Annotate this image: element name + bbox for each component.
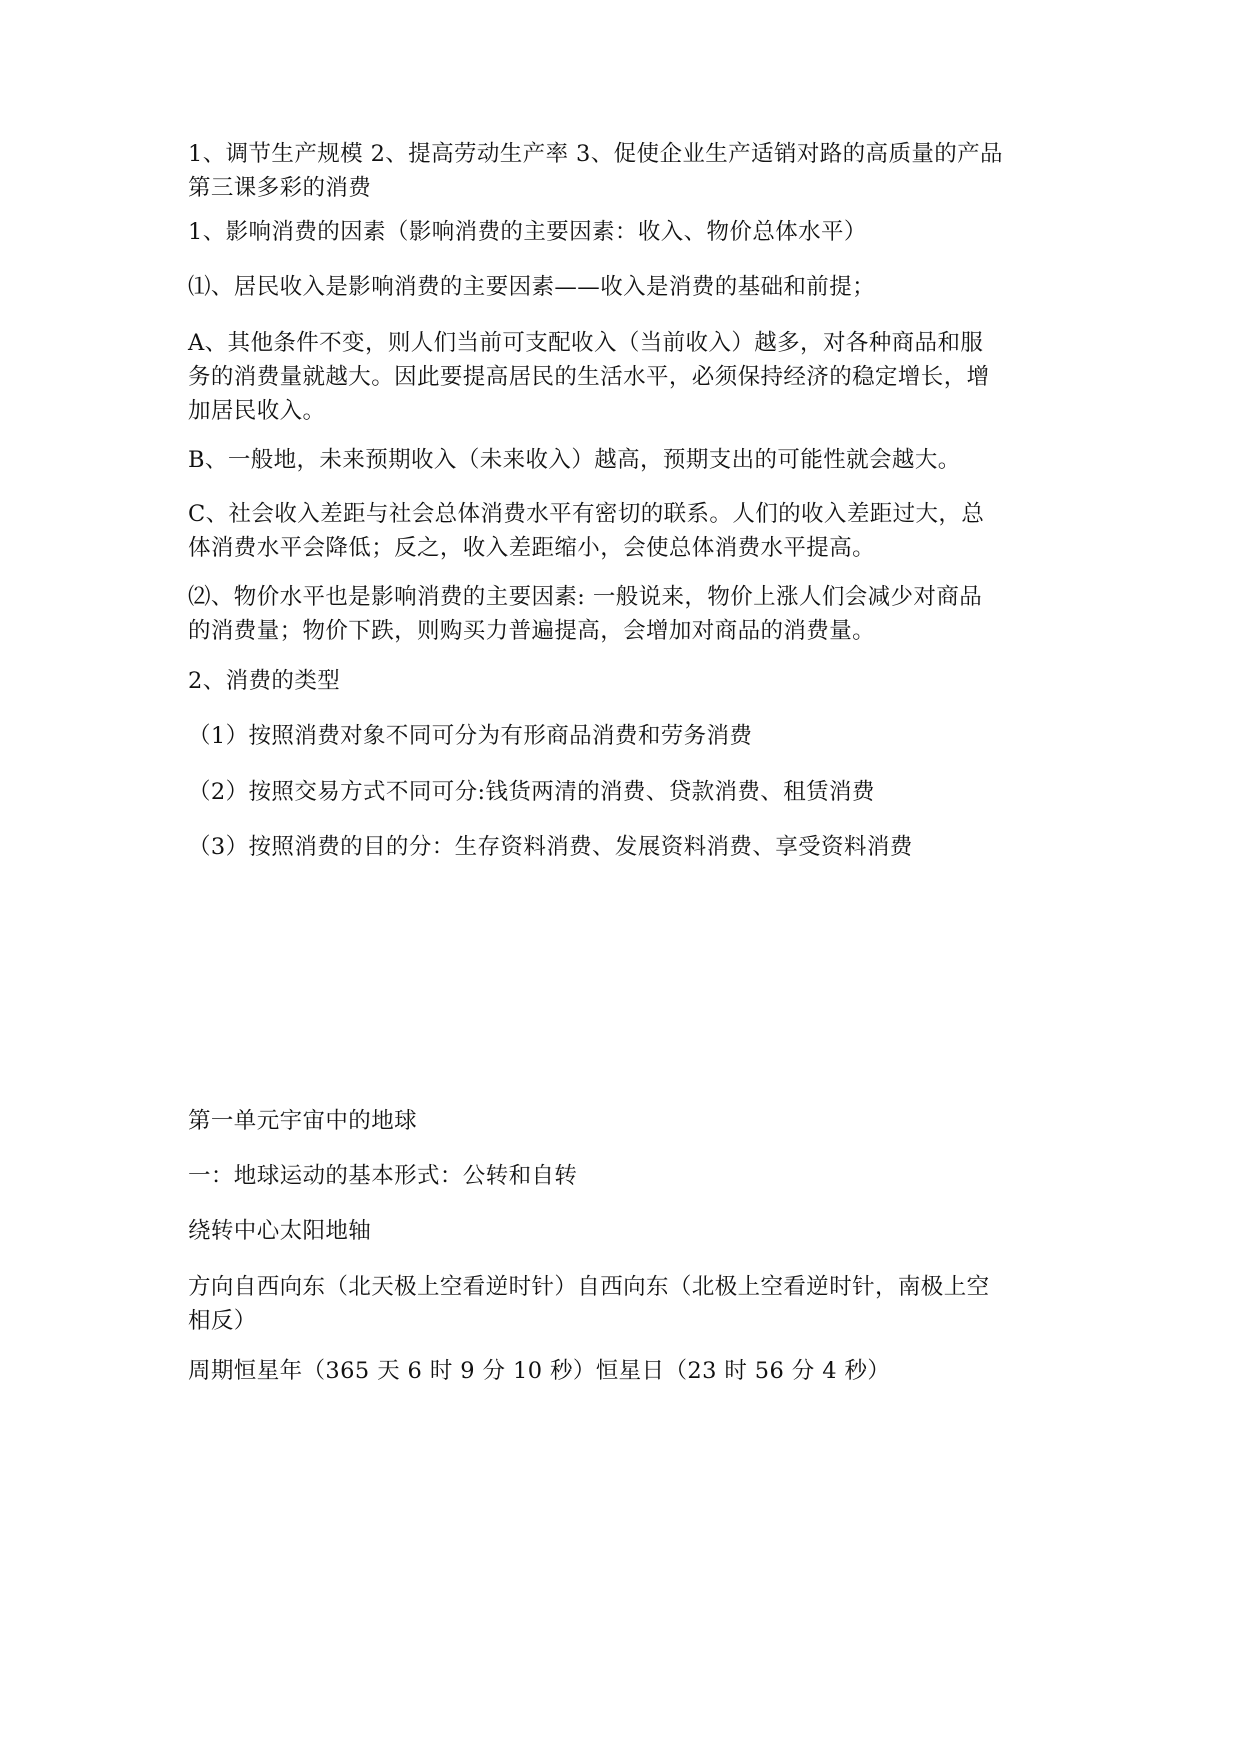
influence-heading bbox=[188, 215, 1068, 249]
type-1-text: （1）按照消费对象不同可分为有形商品消费和劳务消费 bbox=[188, 723, 753, 749]
direction-paragraph bbox=[188, 1270, 1068, 1338]
point-a-line-2: 务的消费量就越大。因此要提高居民的生活水平，必须保持经济的稳定增长，增 bbox=[188, 364, 990, 390]
price-point-line-2: 的消费量；物价下跌，则购买力普遍提高，会增加对商品的消费量。 bbox=[188, 618, 876, 644]
type-2-text: （2）按照交易方式不同可分:钱货两清的消费、贷款消费、租赁消费 bbox=[188, 779, 875, 805]
types-heading-text: 2、消费的类型 bbox=[188, 668, 341, 694]
type-2-item bbox=[188, 775, 1068, 809]
motion-heading-text: 一：地球运动的基本形式：公转和自转 bbox=[188, 1163, 578, 1189]
period-line-text: 周期恒星年（365 天 6 时 9 分 10 秒）恒星日（23 时 56 分 4 秒） bbox=[188, 1358, 891, 1384]
point-c-paragraph bbox=[188, 497, 1068, 565]
price-point-line-1: ⑵、物价水平也是影响消费的主要因素: 一般说来，物价上涨人们会减少对商品 bbox=[188, 584, 983, 610]
influence-heading-text: 1、影响消费的因素（影响消费的主要因素：收入、物价总体水平） bbox=[188, 219, 867, 245]
point-a-line-3: 加居民收入。 bbox=[188, 398, 326, 424]
period-line bbox=[188, 1354, 1068, 1388]
point-b-paragraph bbox=[188, 443, 1068, 477]
point-c-line-2: 体消费水平会降低；反之，收入差距缩小，会使总体消费水平提高。 bbox=[188, 535, 876, 561]
type-3-text: （3）按照消费的目的分：生存资料消费、发展资料消费、享受资料消费 bbox=[188, 834, 913, 860]
direction-line-2: 相反） bbox=[188, 1308, 257, 1334]
type-3-item bbox=[188, 830, 1068, 864]
section1-paragraph bbox=[188, 137, 1068, 205]
point-b-text: B、一般地，未来预期收入（未来收入）越高，预期支出的可能性就会越大。 bbox=[188, 447, 961, 473]
center-line bbox=[188, 1214, 1068, 1248]
income-point bbox=[188, 270, 1068, 304]
center-line-text: 绕转中心太阳地轴 bbox=[188, 1218, 372, 1244]
direction-line-1: 方向自西向东（北天极上空看逆时针）自西向东（北极上空看逆时针，南极上空 bbox=[188, 1274, 990, 1300]
point-a-line-1: A、其他条件不变，则人们当前可支配收入（当前收入）越多，对各种商品和服 bbox=[188, 330, 984, 356]
point-c-line-1: C、社会收入差距与社会总体消费水平有密切的联系。人们的收入差距过大，总 bbox=[188, 501, 985, 527]
motion-heading bbox=[188, 1159, 1068, 1193]
unit-title-text: 第一单元宇宙中的地球 bbox=[188, 1108, 418, 1134]
unit-title bbox=[188, 1104, 1068, 1138]
lesson-title: 第三课多彩的消费 bbox=[188, 175, 372, 201]
price-point-paragraph bbox=[188, 580, 1068, 648]
point-a-paragraph bbox=[188, 326, 1068, 428]
types-heading bbox=[188, 664, 1068, 698]
income-point-text: ⑴、居民收入是影响消费的主要因素——收入是消费的基础和前提； bbox=[188, 274, 876, 300]
section1-line-1: 1、调节生产规模 2、提高劳动生产率 3、促使企业生产适销对路的高质量的产品 bbox=[188, 141, 1003, 167]
type-1-item bbox=[188, 719, 1068, 753]
